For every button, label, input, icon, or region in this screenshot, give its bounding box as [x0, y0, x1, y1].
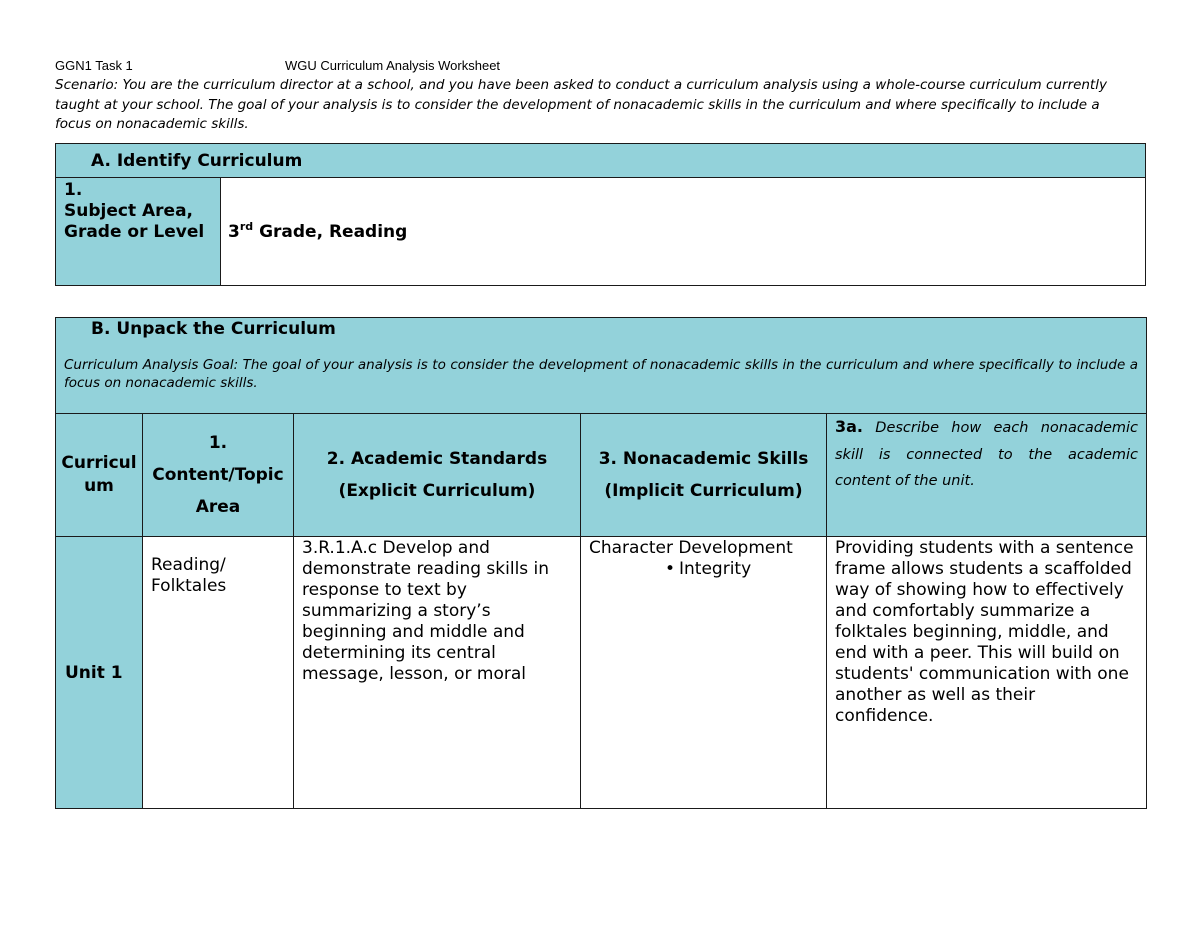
- subject-area-value: [221, 178, 1146, 286]
- subject-area-label: [56, 178, 221, 286]
- section-a-title: A. Identify Curriculum: [56, 144, 1146, 178]
- col-header-academic-line1: 2. Academic Standards: [326, 449, 548, 469]
- task-label: GGN1 Task 1: [55, 58, 133, 73]
- identify-curriculum-table: [55, 143, 1146, 286]
- section-b-header: [56, 318, 1147, 414]
- col-header-academic-standards: [294, 414, 581, 537]
- grade-number: 3: [228, 221, 240, 242]
- worksheet-title: WGU Curriculum Analysis Worksheet: [285, 58, 501, 73]
- skill-list: [589, 559, 818, 580]
- subject-area-text: Subject Area, Grade or Level: [64, 201, 205, 242]
- unit-label: Unit 1: [56, 537, 143, 809]
- col-header-description-text: Describe how each nonacademic skill is connected to the academic content of the unit.: [835, 420, 1138, 489]
- skill-item: • Integrity: [679, 559, 818, 580]
- nonacademic-skill-cell: [581, 537, 827, 809]
- section-b-title: B. Unpack the Curriculum: [91, 319, 336, 339]
- content-topic-cell: Reading/ Folktales: [143, 537, 294, 809]
- col-header-content-topic: [143, 414, 294, 537]
- col-header-description: [827, 414, 1147, 537]
- col-header-content-number: 1.: [208, 433, 228, 453]
- skill-description-cell: Providing students with a sentence frame allows students a scaffolded way of showing how to effectively and comfortably summarize a folktales beginning, middle, and end with a peer. This will build on students' communication with one another as well as their confidence.: [827, 537, 1147, 809]
- col-header-academic-line2: (Explicit Curriculum): [338, 481, 536, 501]
- grade-suffix: rd: [239, 219, 254, 233]
- unpack-curriculum-table: [55, 317, 1147, 809]
- col-header-nonacademic-line1: 3. Nonacademic Skills: [598, 449, 809, 469]
- col-header-nonacademic-line2: (Implicit Curriculum): [604, 481, 803, 501]
- grade-rest: Grade, Reading: [253, 221, 408, 242]
- col-header-content-text: Content/Topic Area: [152, 465, 284, 517]
- subject-area-number: 1.: [64, 180, 83, 200]
- scenario-text: Scenario: You are the curriculum director at a school, and you have been asked to conduct a curriculum analysis using a whole-course curriculum currently taught at your school. The goal of your analysis is to consider the development of nonacademic skills in the curriculum and where specifically to include a focus on nonacademic skills.: [55, 77, 1107, 132]
- analysis-goal-text: Curriculum Analysis Goal: The goal of your analysis is to consider the development of nonacademic skills in the curriculum and where specifically to include a focus on nonacademic skills.: [64, 357, 1138, 391]
- academic-standard-cell: 3.R.1.A.c Develop and demonstrate reading skills in response to text by summarizing a story’s beginning and middle and determining its central message, lesson, or moral: [294, 537, 581, 809]
- col-header-description-lead: 3a.: [835, 417, 864, 436]
- col-header-nonacademic-skills: [581, 414, 827, 537]
- table-row: [56, 537, 1147, 809]
- col-header-curriculum: Curricul um: [56, 414, 143, 537]
- skill-category: Character Development: [589, 538, 793, 558]
